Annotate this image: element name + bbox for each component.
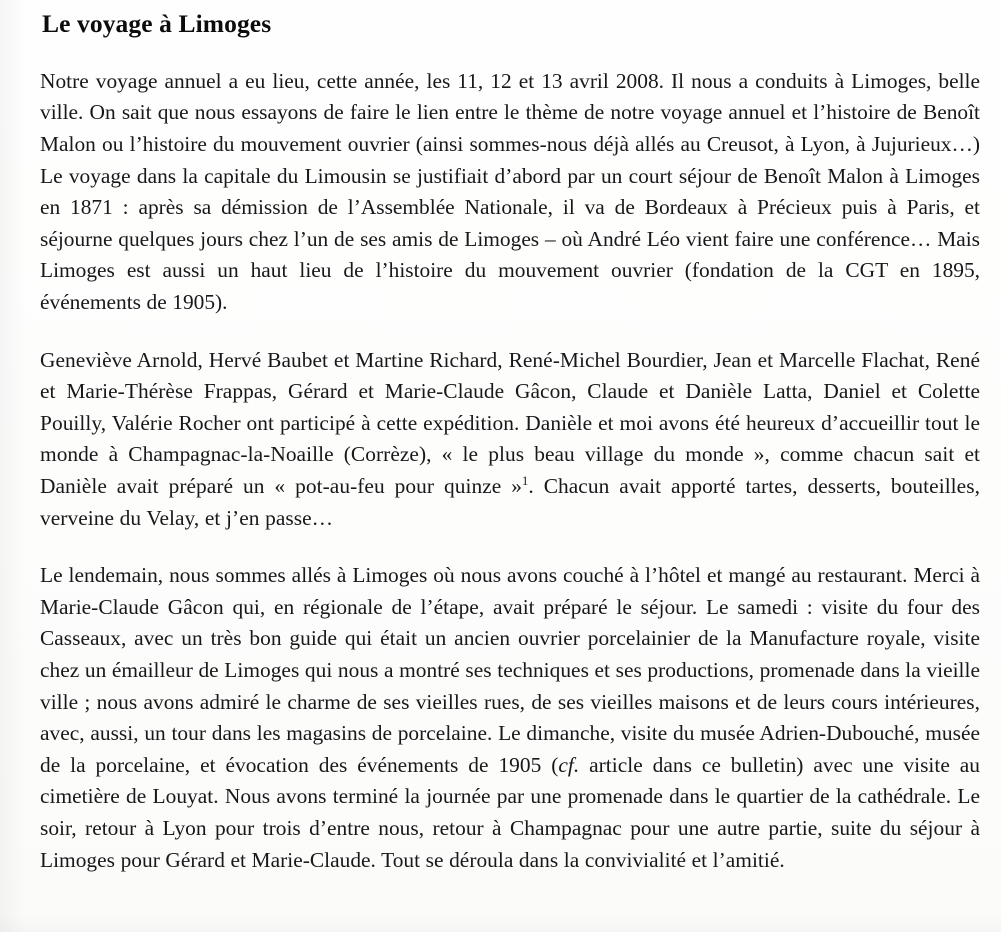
page-content [40, 8, 980, 876]
footnote-reference-marker[interactable]: 1 [522, 473, 529, 488]
document-body [40, 66, 980, 876]
paragraph-programme [40, 560, 980, 876]
citation-abbreviation: cf. [558, 752, 580, 777]
participants-text-before-footnote: Geneviève Arnold, Hervé Baubet et Martine Richard, René-Michel Bourdier, Jean et Marcelle Flachat, René et Marie-Thérèse Frappas, Gérard et Marie-Claude Gâcon, Claude et Danièle Latta, Daniel et Colette Pouilly, Valérie Rocher ont participé à cette expédition. Danièle et moi avons été heureux d’accueillir tout le monde à Champagnac-la-Noaille (Corrèze), « le plus beau village du monde », comme chacun sait et Danièle avait préparé un « pot-au-feu pour quinze » [40, 347, 980, 498]
programme-text-part-two: article dans ce bulletin) avec une visite au cimetière de Louyat. Nous avons terminé la journée par une promenade dans le quartier de la cathédrale. Le soir, retour à Lyon pour trois d’entre nous, retour à Champagnac pour une autre partie, suite du séjour à Limoges pour Gérard et Marie-Claude. Tout se déroula dans la convivialité et l’amitié. [40, 752, 980, 872]
programme-text-part-one: Le lendemain, nous sommes allés à Limoges où nous avons couché à l’hôtel et mangé au restaurant. Merci à Marie-Claude Gâcon qui, en régionale de l’étape, avait préparé le séjour. Le samedi : visite du four des Casseaux, avec un très bon guide qui était un ancien ouvrier porcelainier de la Manufacture royale, visite chez un émailleur de Limoges qui nous a montré ses techniques et ses productions, promenade dans la vieille ville ; nous avons admiré le charme de ses vieilles rues, de ses vieilles maisons et de leurs cours intérieures, avec, aussi, un tour dans les magasins de porcelaine. Le dimanche, visite du musée Adrien-Dubouché, musée de la porcelaine, et évocation des événements de 1905 ( [40, 563, 980, 777]
paragraph-participants [40, 345, 980, 535]
scan-bottom-shadow [0, 914, 1001, 932]
paragraph-intro: Notre voyage annuel a eu lieu, cette année, les 11, 12 et 13 avril 2008. Il nous a conduits à Limoges, belle ville. On sait que nous essayons de faire le lien entre le thème de notre voyage annuel et l’histoire de Benoît Malon ou l’histoire du mouvement ouvrier (ainsi sommes-nous déjà allés au Creusot, à Lyon, à Jujurieux…) Le voyage dans la capitale du Limousin se justifiait d’abord par un court séjour de Benoît Malon à Limoges en 1871 : après sa démission de l’Assemblée Nationale, il va de Bordeaux à Précieux puis à Paris, et séjourne quelques jours chez l’un de ses amis de Limoges – où André Léo vient faire une conférence… Mais Limoges est aussi un haut lieu de l’histoire du mouvement ouvrier (fondation de la CGT en 1895, événements de 1905). [40, 68, 980, 315]
page-title: Le voyage à Limoges [42, 9, 272, 38]
scan-edge-shadow [0, 0, 26, 932]
participants-text-after-footnote: . Chacun avait apporté tartes, desserts, bouteilles, verveine du Velay, et j’en passe… [40, 474, 980, 530]
